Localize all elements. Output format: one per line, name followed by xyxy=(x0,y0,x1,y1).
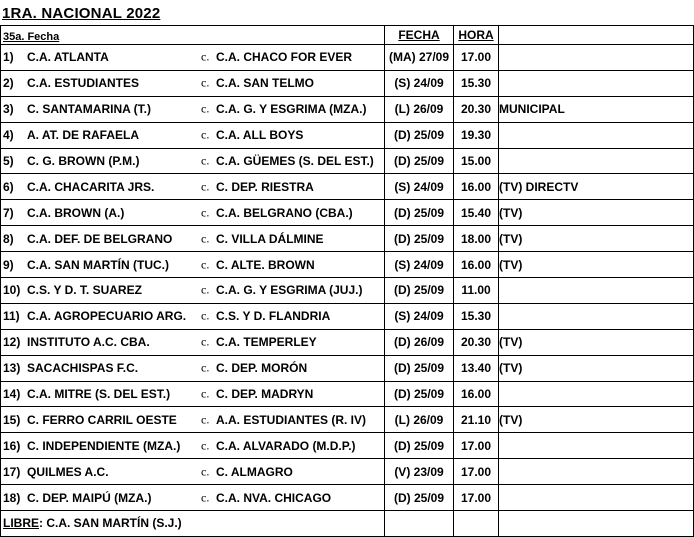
teams-cell xyxy=(1,459,385,485)
match-row xyxy=(1,96,694,122)
header-row xyxy=(1,26,694,45)
match-time: 15.40 xyxy=(454,200,499,226)
teams-cell xyxy=(1,381,385,407)
match-number: 2) xyxy=(3,76,14,91)
match-row xyxy=(1,174,694,200)
match-notes xyxy=(499,381,694,407)
match-notes xyxy=(499,45,694,71)
away-team: C.A. G. Y ESGRIMA (MZA.) xyxy=(216,102,367,117)
away-team: C.A. NVA. CHICAGO xyxy=(216,490,332,505)
versus-label: c. xyxy=(201,282,210,297)
fixture-table xyxy=(0,25,694,537)
home-team: C.A. MITRE (S. DEL EST.) xyxy=(27,387,171,402)
match-number: 13) xyxy=(3,361,21,376)
home-team: C.A. BROWN (A.) xyxy=(27,205,125,220)
home-team: C.A. ATLANTA xyxy=(27,50,109,65)
versus-label: c. xyxy=(201,75,210,90)
match-notes: (TV) xyxy=(499,252,694,278)
match-date: (S) 24/09 xyxy=(385,70,454,96)
match-date: (D) 25/09 xyxy=(385,485,454,511)
round-cell xyxy=(1,26,385,45)
match-date: (D) 25/09 xyxy=(385,433,454,459)
teams-cell xyxy=(1,252,385,278)
match-time: 18.00 xyxy=(454,226,499,252)
away-team: C. ALMAGRO xyxy=(216,464,293,479)
match-number: 7) xyxy=(3,205,14,220)
match-time: 21.10 xyxy=(454,407,499,433)
libre-label: LIBRE xyxy=(3,516,39,531)
away-team: C.A. CHACO FOR EVER xyxy=(216,50,353,65)
teams-cell xyxy=(1,122,385,148)
home-team: C.A. AGROPECUARIO ARG. xyxy=(27,309,187,324)
versus-label: c. xyxy=(201,49,210,64)
match-date: (D) 25/09 xyxy=(385,381,454,407)
match-time: 20.30 xyxy=(454,96,499,122)
match-notes xyxy=(499,278,694,304)
match-time: 15.30 xyxy=(454,303,499,329)
obs-header xyxy=(499,26,694,45)
match-date: (L) 26/09 xyxy=(385,407,454,433)
match-time: 19.30 xyxy=(454,122,499,148)
libre-empty-hora xyxy=(454,511,499,537)
round-label: 35a. Fecha xyxy=(3,31,60,43)
teams-cell xyxy=(1,70,385,96)
versus-label: c. xyxy=(201,360,210,375)
match-date: (D) 25/09 xyxy=(385,355,454,381)
match-time: 16.00 xyxy=(454,174,499,200)
match-date: (V) 23/09 xyxy=(385,459,454,485)
libre-cell xyxy=(1,511,385,537)
away-team: C.A. ALL BOYS xyxy=(216,128,304,143)
match-date: (S) 24/09 xyxy=(385,252,454,278)
match-date: (D) 25/09 xyxy=(385,122,454,148)
versus-label: c. xyxy=(201,231,210,246)
match-notes xyxy=(499,303,694,329)
match-time: 15.00 xyxy=(454,148,499,174)
match-notes: (TV) xyxy=(499,407,694,433)
match-time: 16.00 xyxy=(454,252,499,278)
away-team: C.S. Y D. FLANDRIA xyxy=(216,309,331,324)
libre-empty-fecha xyxy=(385,511,454,537)
match-time: 11.00 xyxy=(454,278,499,304)
match-row xyxy=(1,252,694,278)
match-date: (D) 25/09 xyxy=(385,148,454,174)
home-team: C. FERRO CARRIL OESTE xyxy=(27,412,177,427)
versus-label: c. xyxy=(201,438,210,453)
away-team: A.A. ESTUDIANTES (R. IV) xyxy=(216,412,367,427)
match-notes: (TV) xyxy=(499,329,694,355)
versus-label: c. xyxy=(201,127,210,142)
match-number: 10) xyxy=(3,283,21,298)
match-date: (D) 25/09 xyxy=(385,200,454,226)
versus-label: c. xyxy=(201,490,210,505)
teams-cell xyxy=(1,485,385,511)
match-number: 5) xyxy=(3,154,14,168)
match-number: 4) xyxy=(3,128,14,143)
teams-cell xyxy=(1,174,385,200)
match-number: 12) xyxy=(3,335,21,350)
match-row xyxy=(1,303,694,329)
match-date: (S) 24/09 xyxy=(385,303,454,329)
home-team: C.A. CHACARITA JRS. xyxy=(27,179,155,194)
fecha-header: FECHA xyxy=(385,26,454,45)
match-row xyxy=(1,381,694,407)
match-notes xyxy=(499,459,694,485)
match-time: 17.00 xyxy=(454,459,499,485)
home-team: C. SANTAMARINA (T.) xyxy=(27,102,151,117)
libre-team: : C.A. SAN MARTÍN (S.J.) xyxy=(39,516,182,531)
match-date: (D) 26/09 xyxy=(385,329,454,355)
teams-cell xyxy=(1,329,385,355)
home-team: QUILMES A.C. xyxy=(27,464,109,479)
away-team: C. VILLA DÁLMINE xyxy=(216,231,324,246)
match-number: 6) xyxy=(3,179,14,194)
match-row xyxy=(1,407,694,433)
home-team: C. G. BROWN (P.M.) xyxy=(27,154,140,168)
teams-cell xyxy=(1,407,385,433)
match-number: 17) xyxy=(3,464,21,479)
home-team: C.S. Y D. T. SUAREZ xyxy=(27,283,142,298)
match-date: (D) 25/09 xyxy=(385,226,454,252)
home-team: C.A. ESTUDIANTES xyxy=(27,76,140,91)
away-team: C. DEP. MORÓN xyxy=(216,361,308,376)
teams-cell xyxy=(1,148,385,174)
match-number: 11) xyxy=(3,309,20,324)
home-team: INSTITUTO A.C. CBA. xyxy=(27,335,150,350)
match-number: 18) xyxy=(3,490,21,505)
teams-cell xyxy=(1,303,385,329)
home-team: A. AT. DE RAFAELA xyxy=(27,128,140,143)
match-notes xyxy=(499,148,694,174)
match-notes xyxy=(499,485,694,511)
match-row xyxy=(1,122,694,148)
teams-cell xyxy=(1,355,385,381)
versus-label: c. xyxy=(201,334,210,349)
versus-label: c. xyxy=(201,205,210,220)
match-notes xyxy=(499,433,694,459)
match-notes: (TV) DIRECTV xyxy=(499,174,694,200)
away-team: C. DEP. RIESTRA xyxy=(216,179,314,194)
match-row xyxy=(1,70,694,96)
match-time: 13.40 xyxy=(454,355,499,381)
match-notes xyxy=(499,70,694,96)
match-number: 3) xyxy=(3,102,14,117)
hora-header: HORA xyxy=(454,26,499,45)
match-date: (L) 26/09 xyxy=(385,96,454,122)
away-team: C. ALTE. BROWN xyxy=(216,257,315,272)
match-number: 9) xyxy=(3,257,14,272)
teams-cell xyxy=(1,226,385,252)
versus-label: c. xyxy=(201,257,210,272)
match-row xyxy=(1,355,694,381)
teams-cell xyxy=(1,278,385,304)
match-time: 20.30 xyxy=(454,329,499,355)
match-number: 1) xyxy=(3,50,14,65)
match-row xyxy=(1,433,694,459)
match-date: (S) 24/09 xyxy=(385,174,454,200)
home-team: C. DEP. MAIPÚ (MZA.) xyxy=(27,490,152,505)
home-team: C. INDEPENDIENTE (MZA.) xyxy=(27,438,181,453)
home-team: C.A. DEF. DE BELGRANO xyxy=(27,231,173,246)
match-notes: (TV) xyxy=(499,200,694,226)
versus-label: c. xyxy=(201,412,210,427)
versus-label: c. xyxy=(201,153,210,168)
away-team: C.A. GÜEMES (S. DEL EST.) xyxy=(216,154,374,168)
libre-empty-obs xyxy=(499,511,694,537)
teams-cell xyxy=(1,433,385,459)
match-row xyxy=(1,278,694,304)
teams-cell xyxy=(1,200,385,226)
match-row xyxy=(1,459,694,485)
match-notes: MUNICIPAL xyxy=(499,96,694,122)
match-number: 15) xyxy=(3,412,21,427)
versus-label: c. xyxy=(201,386,210,401)
match-row xyxy=(1,148,694,174)
home-team: SACACHISPAS F.C. xyxy=(27,361,139,376)
match-notes: (TV) xyxy=(499,226,694,252)
match-row xyxy=(1,200,694,226)
home-team: C.A. SAN MARTÍN (TUC.) xyxy=(27,257,169,272)
versus-label: c. xyxy=(201,308,210,323)
away-team: C. DEP. MADRYN xyxy=(216,387,314,402)
match-number: 16) xyxy=(3,438,21,453)
libre-row xyxy=(1,511,694,537)
away-team: C.A. SAN TELMO xyxy=(216,76,314,91)
match-time: 17.00 xyxy=(454,45,499,71)
page-title: 1RA. NACIONAL 2022 xyxy=(2,5,161,22)
match-notes: (TV) xyxy=(499,355,694,381)
match-date: (MA) 27/09 xyxy=(385,45,454,71)
match-time: 17.00 xyxy=(454,485,499,511)
match-time: 16.00 xyxy=(454,381,499,407)
match-date: (D) 25/09 xyxy=(385,278,454,304)
match-notes xyxy=(499,122,694,148)
match-row xyxy=(1,226,694,252)
away-team: C.A. TEMPERLEY xyxy=(216,335,317,350)
match-row xyxy=(1,485,694,511)
versus-label: c. xyxy=(201,464,210,479)
versus-label: c. xyxy=(201,179,210,194)
away-team: C.A. ALVARADO (M.D.P.) xyxy=(216,438,356,453)
away-team: C.A. G. Y ESGRIMA (JUJ.) xyxy=(216,283,363,298)
away-team: C.A. BELGRANO (CBA.) xyxy=(216,205,353,220)
match-time: 15.30 xyxy=(454,70,499,96)
teams-cell xyxy=(1,96,385,122)
match-time: 17.00 xyxy=(454,433,499,459)
match-row xyxy=(1,329,694,355)
match-number: 14) xyxy=(3,387,21,402)
match-row xyxy=(1,45,694,71)
teams-cell xyxy=(1,45,385,71)
versus-label: c. xyxy=(201,101,210,116)
match-number: 8) xyxy=(3,231,14,246)
